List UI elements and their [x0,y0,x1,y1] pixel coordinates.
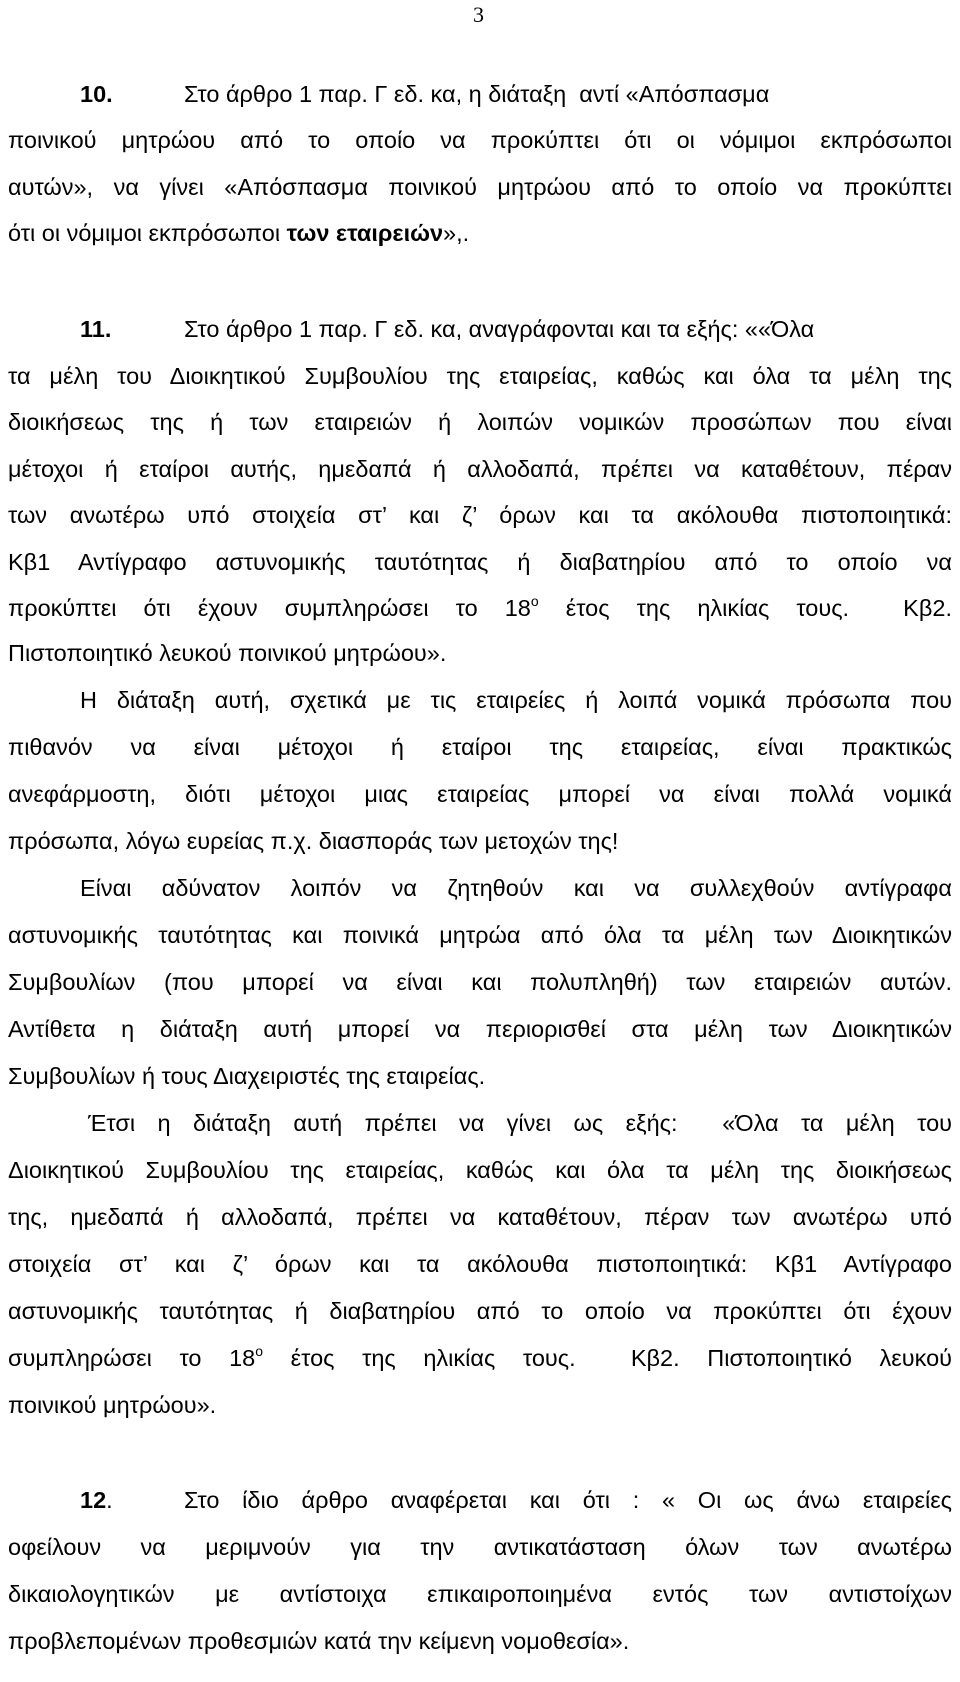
section-10-line-3: αυτών», να γίνει «Απόσπασμα ποινικού μητρώου από το οποίο να προκύπτει [8,174,952,200]
section-10-line-4 [8,219,952,247]
section-11-p3-line-3: Συμβουλίων (που μπορεί να είναι και πολυπληθή) των εταιρειών αυτών. [8,969,952,995]
section-11-p4-line-4: στοιχεία στ’ και ζ’ όρων και τα ακόλουθα πιστοποιητικά: Κβ1 Αντίγραφο [8,1251,952,1277]
section-12-line-2: οφείλουν να μεριμνούν για την αντικατάσταση όλων των ανωτέρω [8,1534,952,1560]
section-11-p2-line-3: ανεφάρμοστη, διότι μέτοχοι μιας εταιρείας μπορεί να είναι πολλά νομικά [8,781,952,807]
section-11-p4-line-7: ποινικού μητρώου». [8,1392,217,1418]
section-10-text-4b: »,. [443,220,470,246]
section-12-text-1: Στο ίδιο άρθρο αναφέρεται και ότι : « Οι ως άνω εταιρείες [184,1487,952,1513]
section-11-p4-line-3: της, ημεδαπά ή αλλοδαπά, πρέπει να καταθέτουν, πέραν των ανωτέρω υπό [8,1204,952,1230]
section-10-text-4-bold: των εταιρειών [286,220,444,246]
section-11-p2-line-2: πιθανόν να είναι μέτοχοι ή εταίροι της εταιρείας, είναι πρακτικώς [8,734,952,760]
page-number: 3 [473,2,484,27]
section-10-line-2: ποινικού μητρώου από το οποίο να προκύπτει ότι οι νόμιμοι εκπρόσωποι [8,127,952,153]
section-11-p3-line-4: Αντίθετα η διάταξη αυτή μπορεί να περιορισθεί στα μέλη των Διοικητικών [8,1016,952,1042]
section-11-p4-line-2: Διοικητικού Συμβουλίου της εταιρείας, καθώς και όλα τα μέλη της διοικήσεως [8,1157,952,1183]
section-10-number: 10. [80,81,113,107]
section-10-text-1: Στο άρθρο 1 παρ. Γ εδ. κα, η διάταξη αντί «Απόσπασμα [184,81,770,107]
section-11-line-4: μέτοχοι ή εταίροι αυτής, ημεδαπά ή αλλοδαπά, πρέπει να καταθέτουν, πέραν [8,456,952,482]
section-11-p4-line-1: Έτσι η διάταξη αυτή πρέπει να γίνει ως εξής: «Όλα τα μέλη του [88,1110,952,1136]
section-11-p2-line-4: πρόσωπα, λόγω ευρείας π.χ. διασποράς των μετοχών της! [8,828,619,854]
section-12-number: 12 [80,1487,107,1513]
section-11-p3-line-1: Είναι αδύνατον λοιπόν να ζητηθούν και να συλλεχθούν αντίγραφα [80,875,952,901]
section-11-text-7b: έτος της ηλικίας τους. Κβ2. [538,595,952,621]
ordinal-superscript: ο [255,1343,264,1359]
section-12-number-wrap [80,1486,184,1514]
section-12-line-1 [8,1486,952,1514]
section-12-line-3: δικαιολογητικών με αντίστοιχα επικαιροποιημένα εντός των αντιστοίχων [8,1581,952,1607]
section-11-line-7 [8,594,952,622]
section-11-p3-line-5: Συμβουλίων ή τους Διαχειριστές της εταιρείας. [8,1063,486,1089]
section-11-p4-text-6b: έτος της ηλικίας τους. Κβ2. Πιστοποιητικό λευκού [263,1345,952,1371]
section-11-p4-line-6 [8,1344,952,1372]
section-12-number-suffix: . [106,1487,113,1513]
section-11-line-5: των ανωτέρω υπό στοιχεία στ’ και ζ’ όρων και τα ακόλουθα πιστοποιητικά: [8,502,952,528]
section-10-text-4a: ότι οι νόμιμοι εκπρόσωποι [8,220,287,246]
section-12-line-4: προβλεπομένων προθεσμιών κατά την κείμενη νομοθεσία». [8,1628,630,1654]
section-11-text-7a: προκύπτει ότι έχουν συμπληρώσει το 18 [8,595,531,621]
section-11-p4-text-6a: συμπληρώσει το 18 [8,1345,256,1371]
section-11-line-6: Κβ1 Αντίγραφο αστυνομικής ταυτότητας ή διαβατηρίου από το οποίο να [8,549,952,575]
section-11-text-1: Στο άρθρο 1 παρ. Γ εδ. κα, αναγράφονται και τα εξής: ««Όλα [184,316,815,342]
section-11-line-8: Πιστοποιητικό λευκού ποινικού μητρώου». [8,640,447,666]
section-11-number: 11. [80,316,112,342]
section-11-p2-line-1: Η διάταξη αυτή, σχετικά με τις εταιρείες ή λοιπά νομικά πρόσωπα που [80,687,952,713]
ordinal-superscript: ο [530,593,539,609]
section-11-line-3: διοικήσεως της ή των εταιρειών ή λοιπών νομικών προσώπων που είναι [8,409,952,435]
section-10-line-1 [8,80,952,108]
section-11-line-1 [8,315,952,343]
section-11-p3-line-2: αστυνομικής ταυτότητας και ποινικά μητρώα από όλα τα μέλη των Διοικητικών [8,922,952,948]
section-11-line-2: τα μέλη του Διοικητικού Συμβουλίου της εταιρείας, καθώς και όλα τα μέλη της [8,363,952,389]
section-11-p4-line-5: αστυνομικής ταυτότητας ή διαβατηρίου από το οποίο να προκύπτει ότι έχουν [8,1298,952,1324]
